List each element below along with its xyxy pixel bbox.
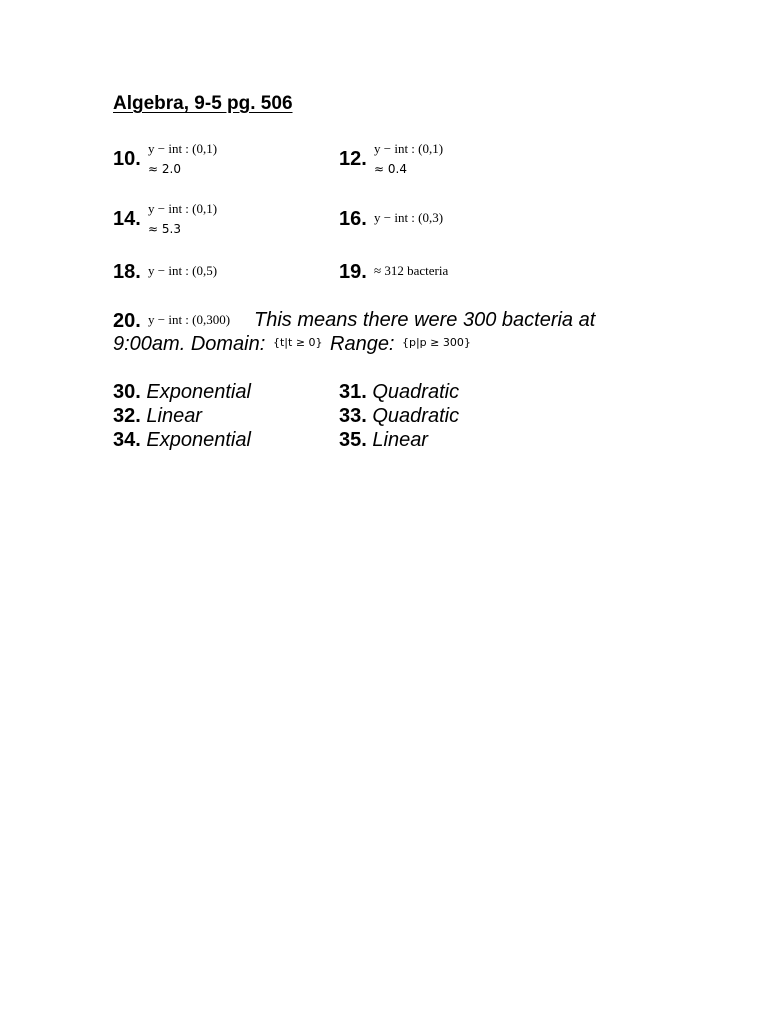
problem-number: 19.: [339, 261, 367, 283]
answer-number: 30.: [113, 381, 141, 403]
problem-answer-line: y − int : (0,1): [148, 201, 218, 216]
problem-answer-line: ≈ 312 bacteria: [374, 263, 449, 278]
answer-number: 31.: [339, 381, 367, 403]
answer-item: [339, 405, 459, 428]
answer-word: Quadratic: [372, 405, 460, 427]
answer-number: 35.: [339, 429, 367, 451]
answer-word: Exponential: [146, 429, 251, 451]
problem-answer-line: y − int : (0,1): [374, 141, 444, 156]
problem-explanation: 9:00am. Domain:: [113, 333, 266, 355]
problem-answer-line: ≈ 0.4: [374, 162, 407, 176]
domain-set: {t|t ≥ 0}: [273, 336, 323, 349]
problem-number: 18.: [113, 261, 141, 283]
problem-number: 16.: [339, 208, 367, 230]
problem-answer-line: ≈ 2.0: [148, 162, 181, 176]
answer-number: 34.: [113, 429, 141, 451]
answer-word: Quadratic: [372, 381, 460, 403]
problem-answer-line: ≈ 5.3: [148, 222, 181, 236]
range-set: {p|p ≥ 300}: [402, 336, 471, 349]
answer-word: Linear: [372, 429, 428, 451]
answer-item: [113, 429, 251, 452]
problem-answer-line: y − int : (0,1): [148, 141, 218, 156]
answer-number: 32.: [113, 405, 141, 427]
answer-item: [113, 405, 202, 428]
problem-answer-line: y − int : (0,300): [148, 312, 231, 327]
problem-answer-line: y − int : (0,3): [374, 210, 444, 225]
problem-number: 20.: [113, 310, 141, 332]
page-title: Algebra, 9-5 pg. 506: [113, 93, 293, 114]
range-label: Range:: [330, 333, 395, 355]
problem-explanation: This means there were 300 bacteria at: [254, 309, 596, 331]
problem-number: 10.: [113, 148, 141, 170]
problem-answer-line: y − int : (0,5): [148, 263, 218, 278]
answer-word: Linear: [146, 405, 202, 427]
answer-item: [339, 381, 459, 404]
answer-item: [113, 381, 251, 404]
problem-number: 12.: [339, 148, 367, 170]
answer-word: Exponential: [146, 381, 251, 403]
answer-item: [339, 429, 428, 452]
problem-number: 14.: [113, 208, 141, 230]
answer-number: 33.: [339, 405, 367, 427]
